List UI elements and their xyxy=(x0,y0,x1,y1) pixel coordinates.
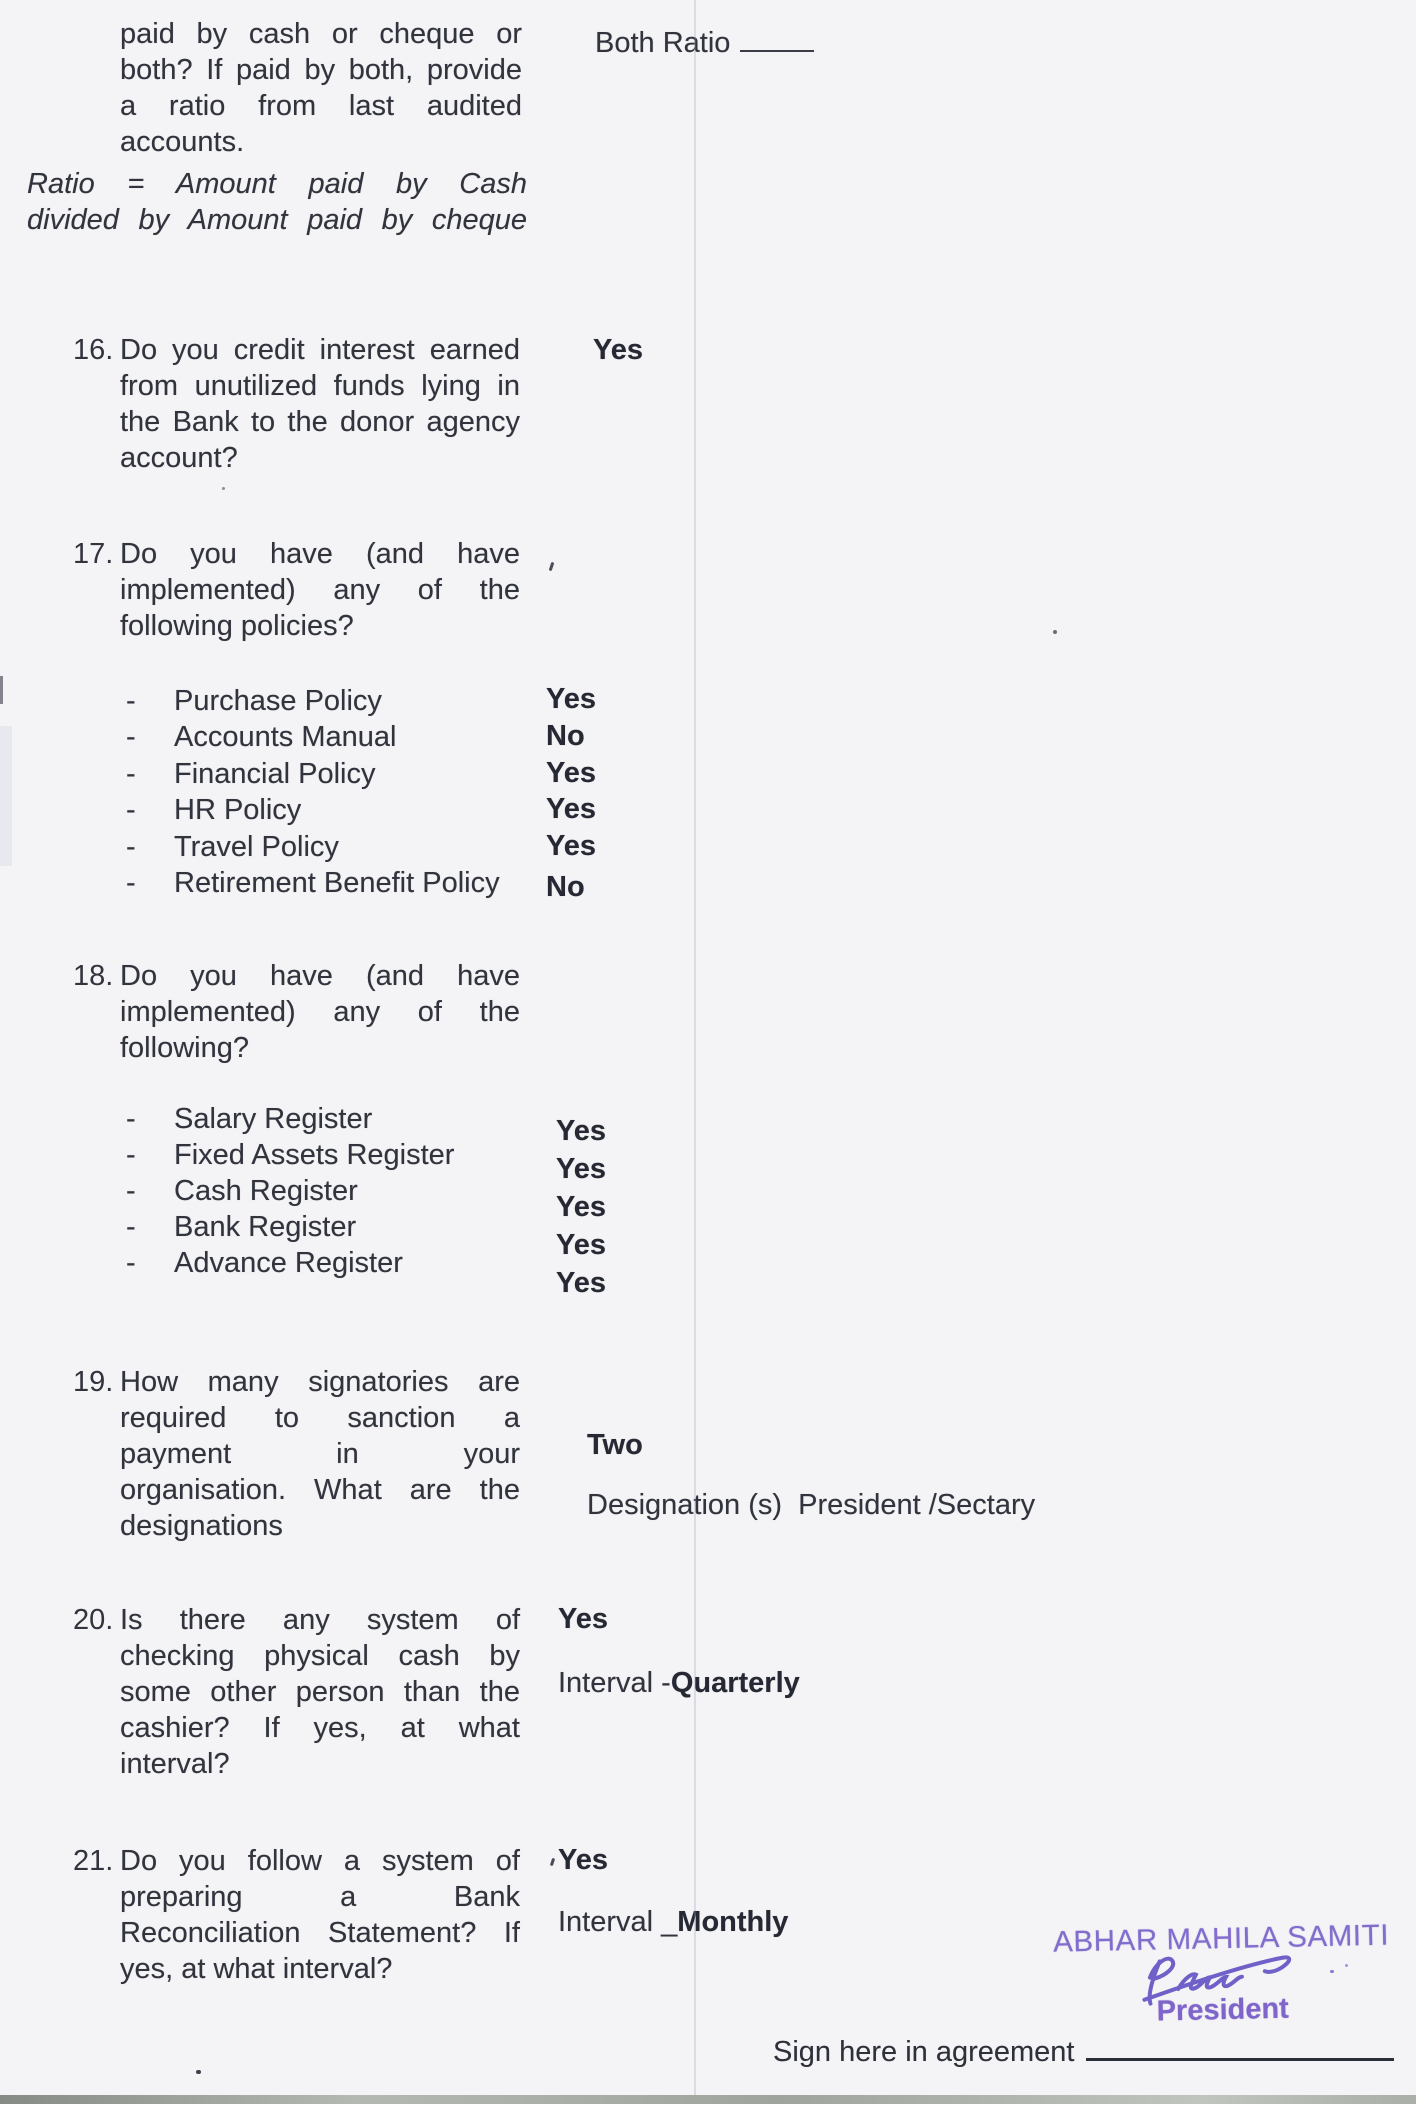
intro-line: accounts. xyxy=(120,126,245,158)
question-20-interval xyxy=(558,1666,800,1700)
question-20-line: checking physical cash by xyxy=(120,1640,520,1672)
intro-paragraph xyxy=(120,16,522,160)
question-19 xyxy=(73,1364,520,1544)
dash-bullet: - xyxy=(126,721,136,753)
question-21-interval xyxy=(558,1905,788,1939)
list-item-answer: Yes xyxy=(556,1267,606,1299)
scan-speck xyxy=(550,1858,555,1867)
list-item-label: Financial Policy xyxy=(174,758,376,790)
interval-value: Monthly xyxy=(677,1906,789,1938)
list-item xyxy=(126,793,301,827)
designation-value: President /Sectary xyxy=(798,1489,1036,1521)
list-item-label: Advance Register xyxy=(174,1247,403,1279)
scan-speck xyxy=(196,2070,201,2074)
question-18 xyxy=(73,958,520,1066)
list-item-answer: Yes xyxy=(556,1115,606,1147)
dash-bullet: - xyxy=(126,1175,136,1207)
dash-bullet: - xyxy=(126,1103,136,1135)
scan-speck xyxy=(222,487,225,490)
scan-edge-artifact xyxy=(0,676,3,704)
paper-crease-line xyxy=(694,0,696,2104)
designation-label: Designation (s) xyxy=(587,1489,783,1521)
question-19-line: designations xyxy=(120,1510,283,1542)
scan-edge-artifact xyxy=(0,726,12,866)
list-item xyxy=(126,1138,454,1172)
list-item-label: Fixed Assets Register xyxy=(174,1139,455,1171)
question-21-line: Reconciliation Statement? If xyxy=(120,1917,520,1949)
question-16-number: 16. xyxy=(73,334,114,366)
dash-bullet: - xyxy=(126,1247,136,1279)
list-item xyxy=(126,830,339,864)
list-item xyxy=(126,1246,403,1280)
question-16-line: account? xyxy=(120,442,238,474)
list-item-answer: No xyxy=(546,720,585,752)
list-item-label: Accounts Manual xyxy=(174,721,397,753)
list-item xyxy=(126,1102,372,1136)
list-item-answer: Yes xyxy=(546,757,596,789)
question-20-line: some other person than the xyxy=(120,1676,520,1708)
signature-blank-line xyxy=(1086,2036,1394,2061)
list-item-answer: Yes xyxy=(556,1229,606,1261)
list-item xyxy=(126,1174,358,1208)
list-item-answer: Yes xyxy=(546,683,596,715)
question-20-line: Is there any system of xyxy=(120,1604,520,1636)
list-item-label: Bank Register xyxy=(174,1211,357,1243)
question-21-number: 21. xyxy=(73,1845,114,1877)
scanner-edge-strip xyxy=(0,2095,1416,2104)
list-item-label: Salary Register xyxy=(174,1103,373,1135)
question-16-line: Do you credit interest earned xyxy=(120,334,520,366)
scan-speck xyxy=(1345,1964,1348,1967)
dash-bullet: - xyxy=(126,794,136,826)
interval-label: Interval _ xyxy=(558,1906,678,1938)
question-16-line: the Bank to the donor agency xyxy=(120,406,520,438)
list-item xyxy=(126,684,382,718)
list-item-label: Retirement Benefit Policy xyxy=(174,867,500,899)
both-ratio-field xyxy=(595,26,814,60)
question-20 xyxy=(73,1602,520,1782)
list-item xyxy=(126,1210,356,1244)
list-item-answer: No xyxy=(546,871,585,903)
list-item-answer: Yes xyxy=(546,793,596,825)
ratio-note-line: Ratio = Amount paid by Cash xyxy=(27,168,527,200)
question-19-line: required to sanction a xyxy=(120,1402,520,1434)
question-21-answer: Yes xyxy=(558,1844,608,1876)
question-21-line: preparing a Bank xyxy=(120,1881,520,1913)
ratio-note-line: divided by Amount paid by cheque xyxy=(27,204,527,236)
question-20-answer: Yes xyxy=(558,1603,608,1635)
question-21 xyxy=(73,1843,520,1987)
dash-bullet: - xyxy=(126,1211,136,1243)
question-16 xyxy=(73,332,520,476)
interval-value: Quarterly xyxy=(670,1667,800,1699)
intro-line: a ratio from last audited xyxy=(120,90,522,122)
both-ratio-blank-line xyxy=(740,26,814,52)
scan-speck xyxy=(549,562,555,571)
list-item-label: HR Policy xyxy=(174,794,302,826)
intro-line: both? If paid by both, provide xyxy=(120,54,522,86)
list-item-label: Travel Policy xyxy=(174,831,339,863)
dash-bullet: - xyxy=(126,867,136,899)
question-19-line: payment in your xyxy=(120,1438,520,1470)
question-17-line: Do you have (and have xyxy=(120,538,520,570)
stamp-signatory-title: President xyxy=(1156,1992,1290,2028)
question-19-answer: Two xyxy=(587,1429,643,1461)
dash-bullet: - xyxy=(126,831,136,863)
question-18-line: implemented) any of the xyxy=(120,996,520,1028)
question-16-line: from unutilized funds lying in xyxy=(120,370,520,402)
question-20-line: interval? xyxy=(120,1748,230,1780)
sign-here-field xyxy=(773,2036,1394,2069)
list-item-label: Cash Register xyxy=(174,1175,358,1207)
intro-line: paid by cash or cheque or xyxy=(120,18,522,50)
question-17 xyxy=(73,536,520,644)
stamp-organization-name: ABHAR MAHILA SAMITI xyxy=(1052,1918,1390,1959)
question-19-line: organisation. What are the xyxy=(120,1474,520,1506)
dash-bullet: - xyxy=(126,685,136,717)
scan-speck xyxy=(1330,1970,1334,1973)
question-20-number: 20. xyxy=(73,1604,114,1636)
list-item xyxy=(126,720,396,754)
question-19-line: How many signatories are xyxy=(120,1366,520,1398)
list-item-answer: Yes xyxy=(556,1191,606,1223)
question-21-line: Do you follow a system of xyxy=(120,1845,520,1877)
dash-bullet: - xyxy=(126,758,136,790)
question-19-number: 19. xyxy=(73,1366,114,1398)
question-19-designations xyxy=(587,1488,1035,1522)
list-item-answer: Yes xyxy=(546,830,596,862)
question-18-line: following? xyxy=(120,1032,249,1064)
scan-speck xyxy=(1053,630,1057,634)
both-ratio-label: Both Ratio xyxy=(595,27,731,59)
interval-label: Interval - xyxy=(558,1667,671,1699)
question-17-number: 17. xyxy=(73,538,114,570)
sign-here-label: Sign here in agreement xyxy=(773,2036,1075,2068)
ratio-formula-note xyxy=(27,166,527,238)
question-18-line: Do you have (and have xyxy=(120,960,520,992)
list-item xyxy=(126,866,500,900)
question-16-answer: Yes xyxy=(593,334,643,366)
dash-bullet: - xyxy=(126,1139,136,1171)
organization-stamp xyxy=(1039,1914,1416,2046)
question-17-line: implemented) any of the xyxy=(120,574,520,606)
question-21-line: yes, at what interval? xyxy=(120,1953,393,1985)
list-item xyxy=(126,757,375,791)
question-17-line: following policies? xyxy=(120,610,354,642)
question-18-number: 18. xyxy=(73,960,114,992)
list-item-label: Purchase Policy xyxy=(174,685,382,717)
question-20-line: cashier? If yes, at what xyxy=(120,1712,520,1744)
list-item-answer: Yes xyxy=(556,1153,606,1185)
